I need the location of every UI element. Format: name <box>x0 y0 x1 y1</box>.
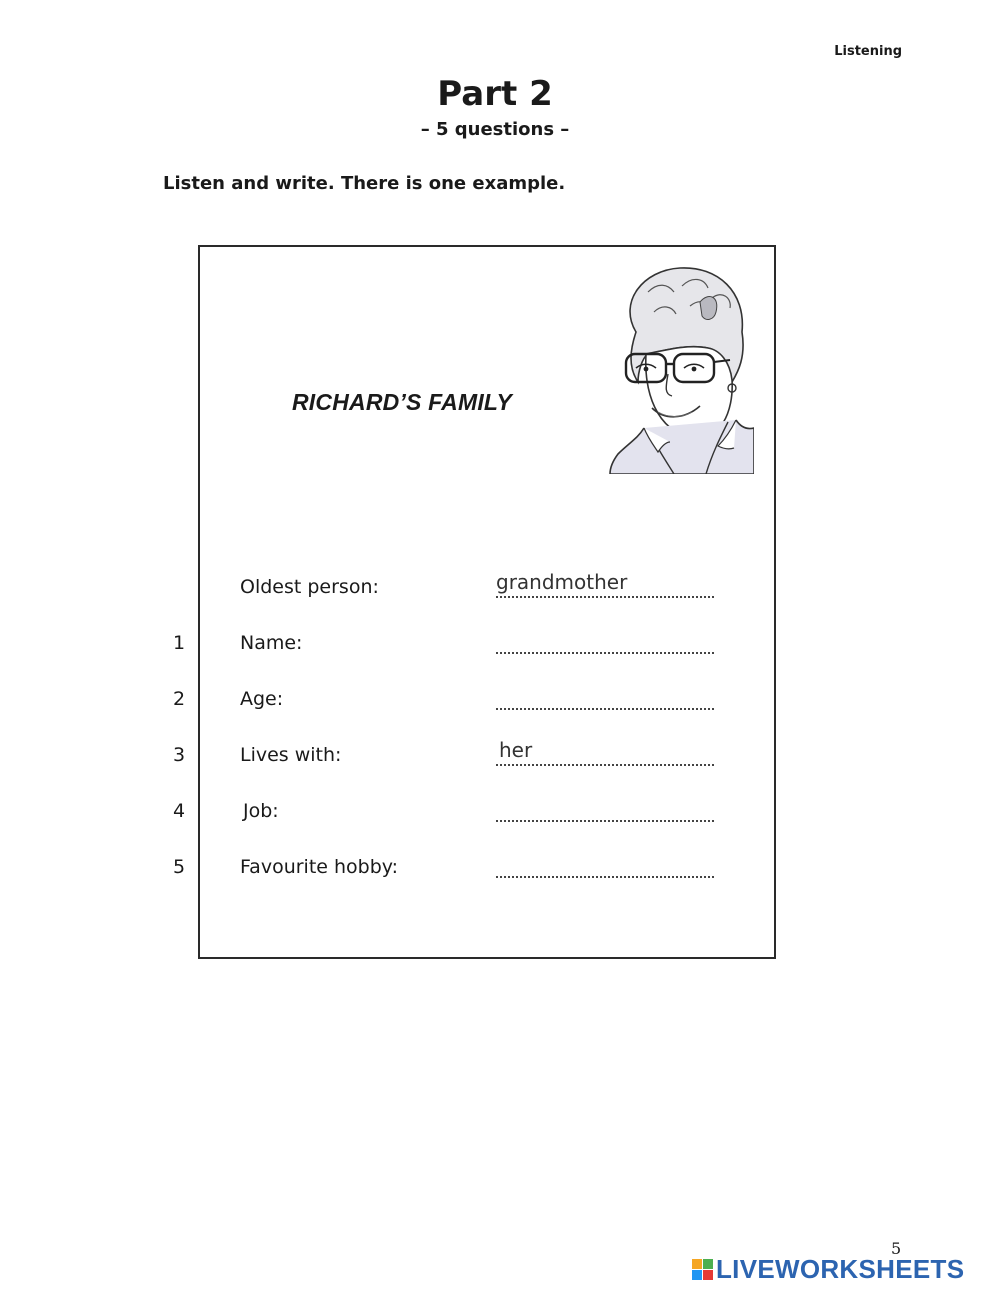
form-row-3 <box>0 740 780 780</box>
question-number: 1 <box>172 632 186 654</box>
form-title: RICHARD’S FAMILY <box>292 389 512 415</box>
question-number: 5 <box>172 856 186 878</box>
row-label: Job: <box>243 800 279 822</box>
answer-text: her <box>499 738 533 762</box>
question-number: 2 <box>172 688 186 710</box>
row-label: Age: <box>240 688 284 710</box>
form-row-1 <box>0 628 780 668</box>
question-number: 4 <box>172 800 186 822</box>
row-label: Lives with: <box>240 744 342 766</box>
page-number: 5 <box>891 1239 902 1258</box>
part-title: Part 2 <box>437 74 553 114</box>
answer-field[interactable] <box>496 876 714 878</box>
liveworksheets-logo[interactable] <box>692 1254 964 1285</box>
grandmother-illustration <box>608 262 754 474</box>
form-row-example <box>0 572 780 612</box>
answer-field[interactable] <box>496 820 714 822</box>
form-row-2 <box>0 684 780 724</box>
answer-field[interactable] <box>496 596 714 598</box>
row-label: Name: <box>240 632 303 654</box>
row-label: Favourite hobby: <box>240 856 399 878</box>
answer-field[interactable] <box>496 764 714 766</box>
brand-name: LIVEWORKSHEETS <box>716 1254 965 1284</box>
form-row-4 <box>0 796 780 836</box>
row-label: Oldest person: <box>240 576 379 598</box>
answer-field[interactable] <box>496 708 714 710</box>
logo-icon <box>692 1259 713 1280</box>
answer-field[interactable] <box>496 652 714 654</box>
questions-count: – 5 questions – <box>420 119 570 140</box>
instruction-text: Listen and write. There is one example. <box>163 173 566 194</box>
section-label: Listening <box>834 44 902 59</box>
question-number: 3 <box>172 744 186 766</box>
form-row-5 <box>0 852 780 892</box>
answer-text: grandmother <box>496 570 628 594</box>
